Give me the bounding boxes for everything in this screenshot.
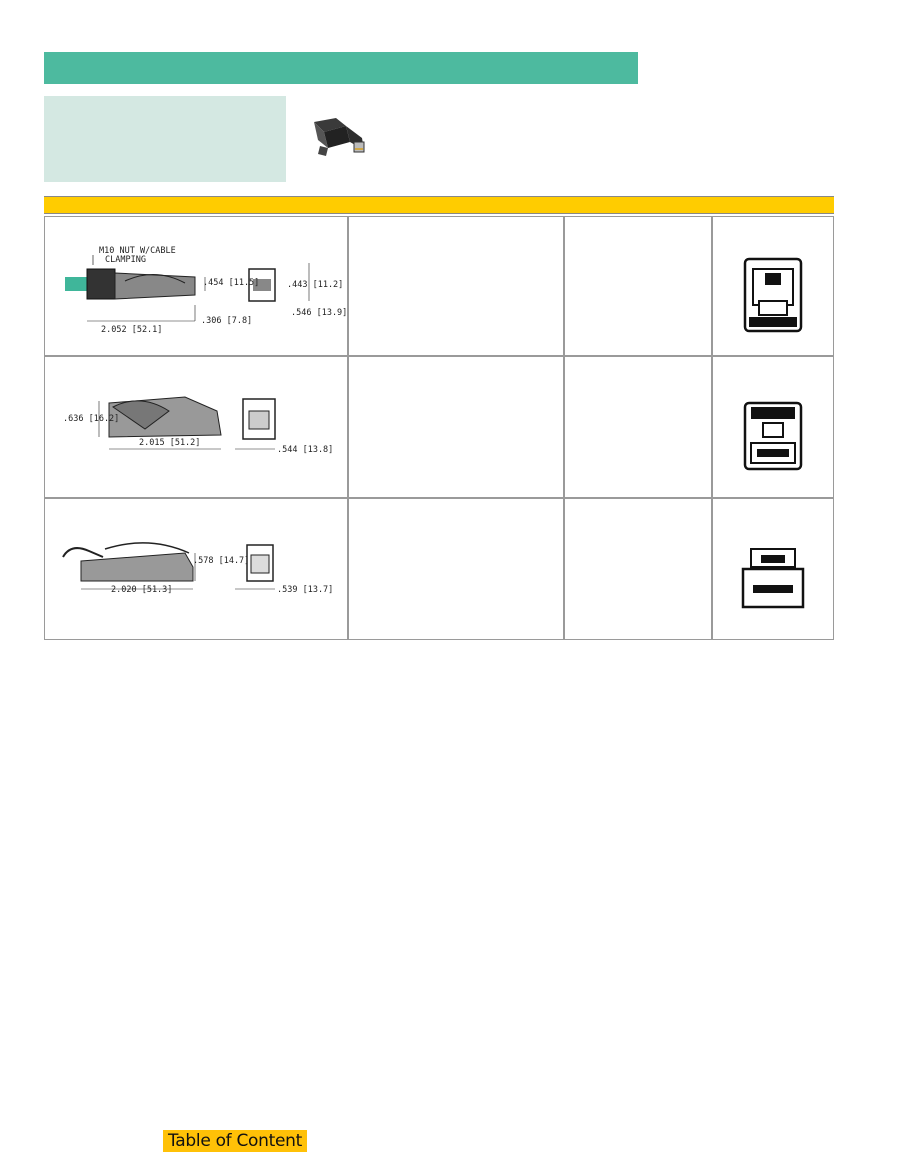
dim-face-width: .544 [13.8] [277,445,334,455]
svg-text:.578 [14.7] [193,556,249,566]
connector-drawing [45,357,347,497]
connector-drawing [45,499,347,639]
drawing-cell [44,216,348,356]
svg-text:.636 [16.2] [63,414,119,424]
part-number-cell [564,498,712,640]
drawing-cell [44,498,348,640]
product-thumbnail [306,112,370,160]
section-banner [44,52,638,84]
face-view-cell [712,498,834,640]
svg-text:2.052 [52.1] [101,325,162,335]
dim-height: .454 [11.5] [203,278,260,288]
dim-length: 2.020 [51.3] [111,585,173,595]
part-number-cell [564,356,712,498]
svg-text:2.015 [51.2] [139,438,200,448]
connector-face-icon [713,499,833,639]
svg-text:.306 [7.8] [201,316,252,326]
table-of-content-button[interactable]: Table of Content [163,1130,307,1152]
svg-text:2.020 [51.3] [111,585,172,595]
drawing-cell [44,356,348,498]
svg-text:CLAMPING [105,255,146,265]
table-header-cell [44,196,348,214]
connector-drawing [45,217,347,355]
description-cell [348,356,564,498]
product-info-box [44,96,286,182]
svg-text:.443 [11.2] [287,280,343,290]
part-number-cell [564,216,712,356]
dim-length: 2.052 [52.1] [101,325,163,335]
dim-offset: .306 [7.8] [201,316,253,326]
face-view-cell [712,356,834,498]
description-cell [348,498,564,640]
description-cell [348,216,564,356]
connector-face-icon [713,217,833,355]
svg-text:.539 [13.7] [277,585,333,595]
svg-text:.546 [13.9] [291,308,347,318]
face-view-cell [712,216,834,356]
dim-face-height: .443 [11.2] [287,280,344,290]
connector-table [44,196,834,642]
svg-text:.454 [11.5] [203,278,259,288]
connector-face-icon [713,357,833,497]
table-header-cell [564,196,712,214]
dim-height: .578 [14.7] [193,556,250,566]
dim-length: 2.015 [51.2] [139,438,201,448]
table-header-cell [348,196,564,214]
dim-face-width: .539 [13.7] [277,585,334,595]
callout-line-2: CLAMPING [105,255,146,265]
svg-text:.544 [13.8] [277,445,333,455]
table-header-cell [712,196,834,214]
callout-line-1: M10 NUT W/CABLE [99,246,176,256]
dim-height: .636 [16.2] [63,414,120,424]
dim-face-width: .546 [13.9] [291,308,347,318]
